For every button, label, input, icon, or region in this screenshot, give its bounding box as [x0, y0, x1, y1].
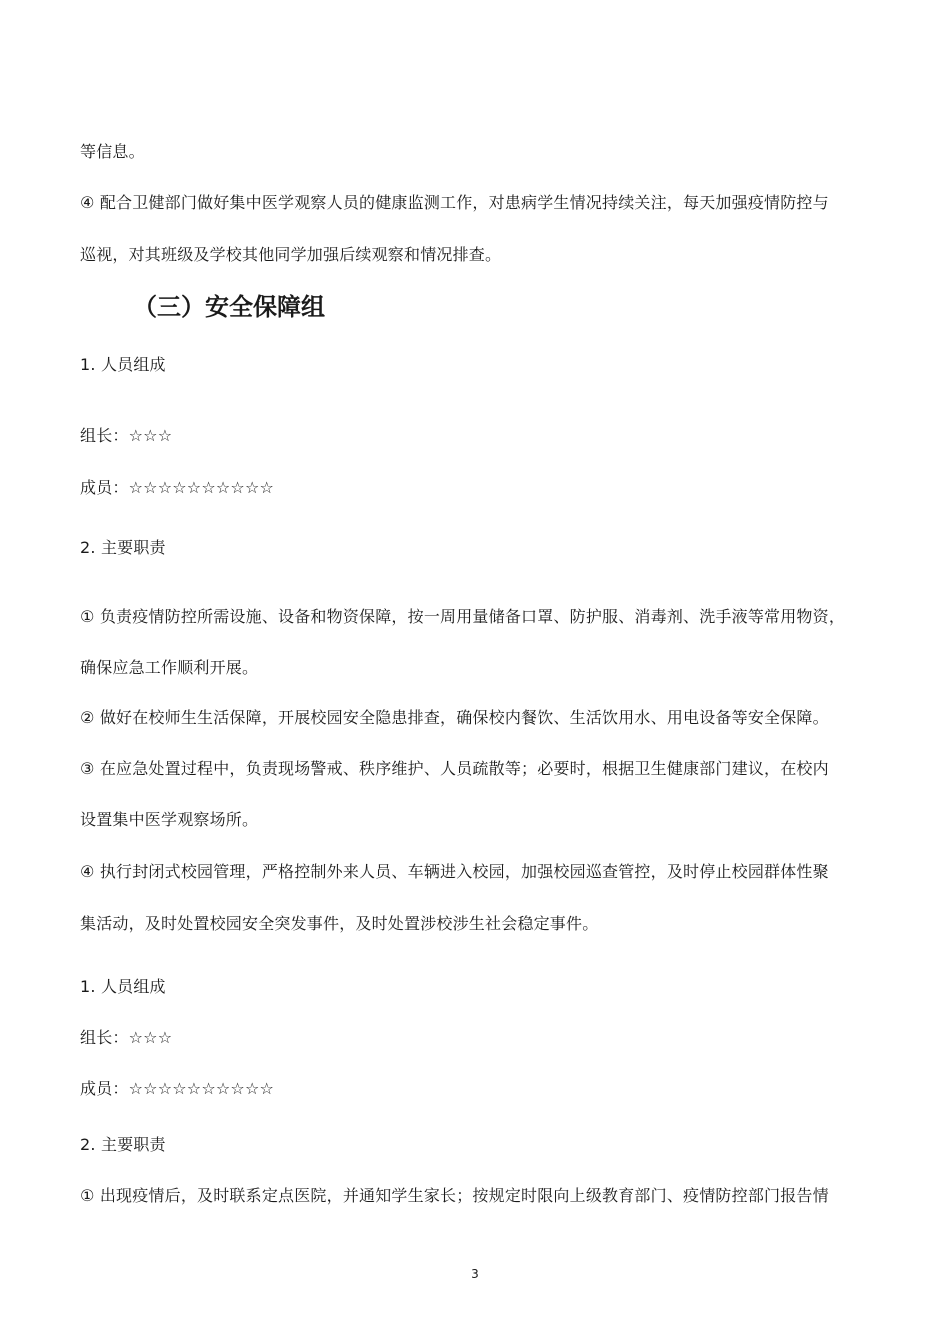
personnel-heading: 1. 人员组成	[80, 355, 166, 374]
duty-4-line-2: 集活动，及时处置校园安全突发事件，及时处置涉校涉生社会稳定事件。	[80, 914, 599, 933]
prev-duty-4-line-1: ④ 配合卫健部门做好集中医学观察人员的健康监测工作，对患病学生情况持续关注，每天加强疫情防控与	[80, 193, 829, 212]
leader-line: 组长：☆☆☆	[80, 426, 173, 445]
duty-3-line-1: ③ 在应急处置过程中，负责现场警戒、秩序维护、人员疏散等；必要时，根据卫生健康部门建议，在校内	[80, 759, 829, 778]
next-personnel-heading: 1. 人员组成	[80, 977, 166, 996]
duties-heading: 2. 主要职责	[80, 538, 166, 557]
next-duties-heading: 2. 主要职责	[80, 1135, 166, 1154]
next-duty-1-line-1: ① 出现疫情后，及时联系定点医院，并通知学生家长；按规定时限向上级教育部门、疫情防控部门报告情	[80, 1186, 829, 1205]
prev-duty-4-line-2: 巡视，对其班级及学校其他同学加强后续观察和情况排查。	[80, 245, 502, 264]
next-members-line: 成员：☆☆☆☆☆☆☆☆☆☆	[80, 1079, 275, 1098]
duty-1-line-2: 确保应急工作顺利开展。	[80, 658, 259, 677]
duty-2: ② 做好在校师生生活保障，开展校园安全隐患排查，确保校内餐饮、生活饮用水、用电设备等安全保障。	[80, 708, 829, 727]
duty-4-line-1: ④ 执行封闭式校园管理，严格控制外来人员、车辆进入校园，加强校园巡查管控，及时停止校园群体性聚	[80, 862, 829, 881]
members-line: 成员：☆☆☆☆☆☆☆☆☆☆	[80, 478, 275, 497]
duty-1-line-1: ① 负责疫情防控所需设施、设备和物资保障，按一周用量储备口罩、防护服、消毒剂、洗手液等常用物资，	[80, 607, 846, 626]
section-heading: （三）安全保障组	[133, 293, 325, 321]
duty-3-line-2: 设置集中医学观察场所。	[80, 810, 259, 829]
next-leader-line: 组长：☆☆☆	[80, 1028, 173, 1047]
page-number: 3	[471, 1267, 479, 1281]
paragraph-continuation: 等信息。	[80, 142, 145, 161]
